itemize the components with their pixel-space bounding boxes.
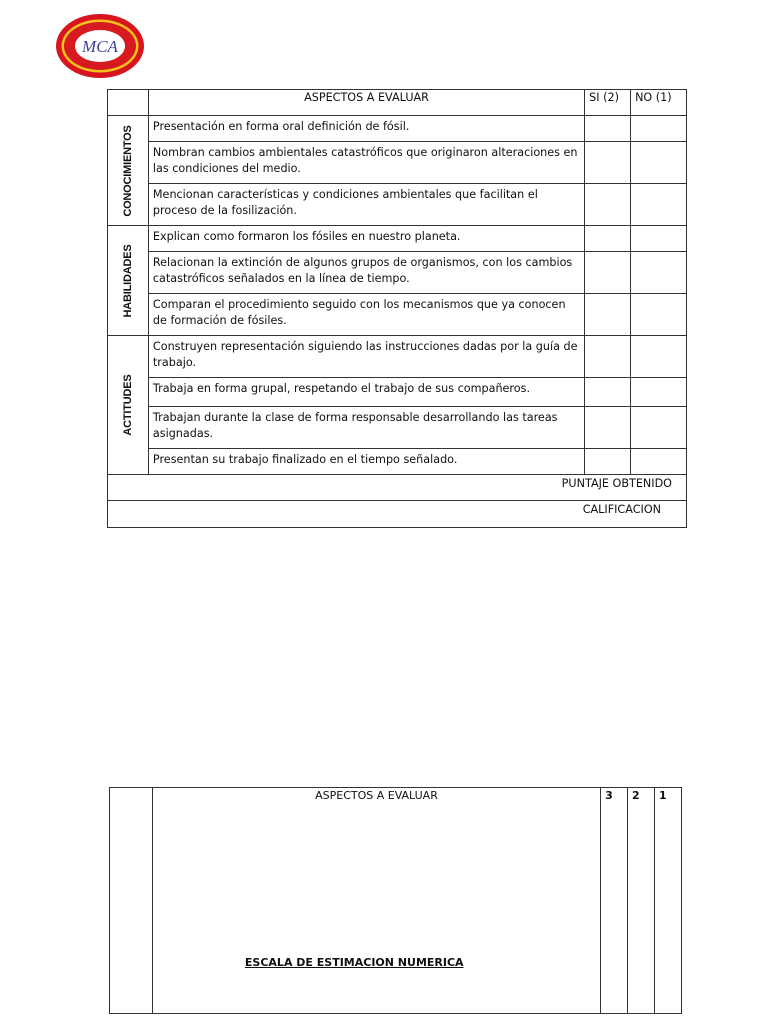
yes-cell[interactable] <box>585 116 631 142</box>
rubric-row <box>108 378 687 407</box>
scale-title: ESCALA DE ESTIMACION NUMERICA <box>244 956 464 969</box>
criterion-text: Presentan su trabajo finalizado en el tiempo señalado. <box>148 449 584 475</box>
scale-col-3: 3 <box>601 788 628 1014</box>
criterion-text: Nombran cambios ambientales catastróficos que originaron alteraciones en las condiciones del medio. <box>148 142 584 184</box>
header-empty-cell <box>108 90 149 116</box>
criterion-text: Trabajan durante la clase de forma responsable desarrollando las tareas asignadas. <box>148 407 584 449</box>
score-row <box>108 475 687 501</box>
rubric-row <box>108 294 687 336</box>
category-actitudes: ACTITUDES <box>108 336 149 475</box>
rubric-row <box>108 116 687 142</box>
criterion-text: Mencionan características y condiciones ambientales que facilitan el proceso de la fosilización. <box>148 184 584 226</box>
grade-label: CALIFICACION <box>108 501 687 528</box>
yes-cell[interactable] <box>585 142 631 184</box>
scale-aspects-header: ASPECTOS A EVALUAR <box>315 789 438 802</box>
no-cell[interactable] <box>631 116 687 142</box>
no-cell[interactable] <box>631 449 687 475</box>
rubric-row <box>108 336 687 378</box>
yes-cell[interactable] <box>585 184 631 226</box>
yes-cell[interactable] <box>585 226 631 252</box>
yes-cell[interactable] <box>585 378 631 407</box>
aspects-header: ASPECTOS A EVALUAR <box>148 90 584 116</box>
no-cell[interactable] <box>631 336 687 378</box>
criterion-text: Trabaja en forma grupal, respetando el trabajo de sus compañeros. <box>148 378 584 407</box>
yes-cell[interactable] <box>585 449 631 475</box>
criterion-text: Construyen representación siguiendo las instrucciones dadas por la guía de trabajo. <box>148 336 584 378</box>
scale-empty-cell <box>110 788 153 1014</box>
rubric-row <box>108 252 687 294</box>
no-header: NO (1) <box>631 90 687 116</box>
school-logo <box>55 13 145 79</box>
scale-col-2: 2 <box>628 788 655 1014</box>
yes-cell[interactable] <box>585 294 631 336</box>
scale-row <box>110 788 682 1014</box>
no-cell[interactable] <box>631 294 687 336</box>
rubric-row <box>108 407 687 449</box>
rubric-row <box>108 449 687 475</box>
category-habilidades: HABILIDADES <box>108 226 149 336</box>
no-cell[interactable] <box>631 407 687 449</box>
yes-cell[interactable] <box>585 336 631 378</box>
rubric-row <box>108 226 687 252</box>
yes-cell[interactable] <box>585 407 631 449</box>
yes-cell[interactable] <box>585 252 631 294</box>
no-cell[interactable] <box>631 226 687 252</box>
numeric-scale-table <box>109 787 682 1014</box>
yes-header: SI (2) <box>585 90 631 116</box>
no-cell[interactable] <box>631 184 687 226</box>
scale-main-cell <box>152 788 600 1014</box>
scale-col-1: 1 <box>655 788 682 1014</box>
no-cell[interactable] <box>631 378 687 407</box>
no-cell[interactable] <box>631 252 687 294</box>
criterion-text: Relacionan la extinción de algunos grupos de organismos, con los cambios catastróficos señalados en la línea de tiempo. <box>148 252 584 294</box>
criterion-text: Explican como formaron los fósiles en nuestro planeta. <box>148 226 584 252</box>
criterion-text: Presentación en forma oral definición de fósil. <box>148 116 584 142</box>
rubric-row <box>108 184 687 226</box>
criterion-text: Comparan el procedimiento seguido con los mecanismos que ya conocen de formación de fósiles. <box>148 294 584 336</box>
no-cell[interactable] <box>631 142 687 184</box>
grade-row <box>108 501 687 528</box>
rubric-header-row <box>108 90 687 116</box>
score-label: PUNTAJE OBTENIDO <box>108 475 687 501</box>
rubric-row <box>108 142 687 184</box>
svg-text:MCA: MCA <box>82 37 118 56</box>
category-conocimientos: CONOCIMIENTOS <box>108 116 149 226</box>
evaluation-rubric-table <box>107 89 687 528</box>
